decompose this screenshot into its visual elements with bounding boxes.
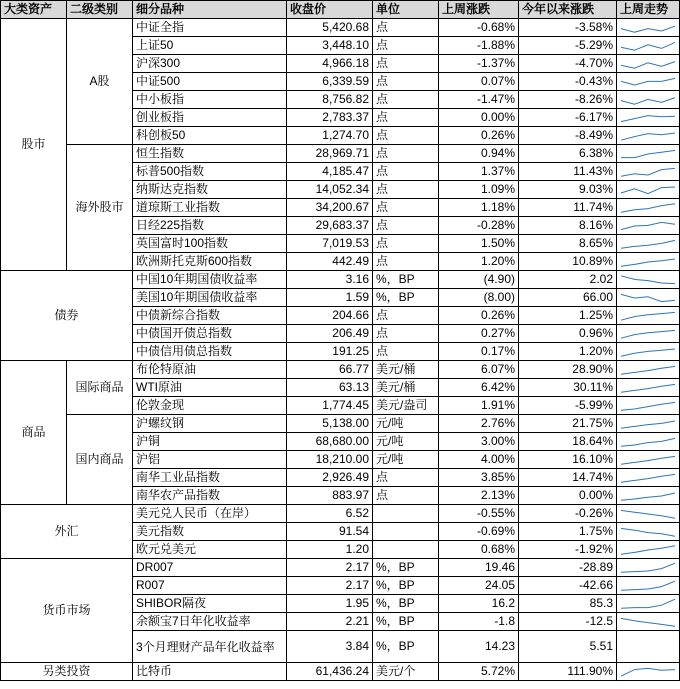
week-trend-sparkline — [617, 663, 680, 681]
week-trend-sparkline — [617, 577, 680, 595]
unit-value: 元/吨 — [373, 433, 439, 451]
instrument-name: 日经225指数 — [133, 217, 287, 235]
unit-value: 点 — [373, 487, 439, 505]
sparkline-path — [621, 115, 675, 121]
ytd-change-value: -28.89 — [519, 559, 617, 577]
week-change-value: 0.94% — [439, 145, 519, 163]
header-week-change: 上周涨跌 — [439, 1, 519, 19]
week-change-value: 0.27% — [439, 325, 519, 343]
week-change-value: 0.07% — [439, 73, 519, 91]
close-value: 5,420.68 — [287, 19, 373, 37]
close-value: 6.52 — [287, 505, 373, 523]
week-change-value: 0.68% — [439, 541, 519, 559]
close-value: 14,052.34 — [287, 181, 373, 199]
sparkline-path — [621, 421, 675, 428]
sparkline-path — [621, 402, 675, 410]
instrument-name: 伦敦金现 — [133, 397, 287, 415]
ytd-change-value: -42.66 — [519, 577, 617, 595]
ytd-change-value: 21.75% — [519, 415, 617, 433]
ytd-change-value: 111.90% — [519, 663, 617, 681]
week-change-value: 19.46 — [439, 559, 519, 577]
week-trend-sparkline — [617, 613, 680, 631]
ytd-change-value: 8.65% — [519, 235, 617, 253]
unit-value: 元/吨 — [373, 451, 439, 469]
table-row — [1, 361, 680, 379]
unit-value: 点 — [373, 163, 439, 181]
ytd-change-value: -12.5 — [519, 613, 617, 631]
sparkline-path — [621, 563, 675, 572]
instrument-name: SHIBOR隔夜 — [133, 595, 287, 613]
ytd-change-value: 6.38% — [519, 145, 617, 163]
unit-value: 点 — [373, 109, 439, 127]
unit-value: 美元/盎司 — [373, 397, 439, 415]
unit-value: 美元/个 — [373, 663, 439, 681]
close-value: 1.95 — [287, 595, 373, 613]
table-row — [1, 663, 680, 681]
unit-value: 元/吨 — [373, 415, 439, 433]
header-sub-category: 二级类别 — [67, 1, 133, 19]
table-row — [1, 19, 680, 37]
unit-value: 美元/桶 — [373, 361, 439, 379]
week-trend-sparkline — [617, 325, 680, 343]
unit-value: %，BP — [373, 595, 439, 613]
week-trend-sparkline — [617, 523, 680, 541]
sparkline-path — [621, 493, 675, 500]
unit-value: 点 — [373, 235, 439, 253]
week-change-value: -0.28% — [439, 217, 519, 235]
week-change-value: 4.00% — [439, 451, 519, 469]
week-trend-sparkline — [617, 451, 680, 469]
close-value: 29,683.37 — [287, 217, 373, 235]
instrument-name: 布伦特原油 — [133, 361, 287, 379]
close-value: 442.49 — [287, 253, 373, 271]
instrument-name: 欧元兑美元 — [133, 541, 287, 559]
sparkline-path — [621, 545, 675, 553]
instrument-name: 英国富时100指数 — [133, 235, 287, 253]
week-trend-sparkline — [617, 73, 680, 91]
close-value: 3.16 — [287, 271, 373, 289]
header-close: 收盘价 — [287, 1, 373, 19]
instrument-name: 余额宝7日年化收益率 — [133, 613, 287, 631]
unit-value: %，BP — [373, 613, 439, 631]
ytd-change-value: 1.25% — [519, 307, 617, 325]
unit-value: 点 — [373, 343, 439, 361]
week-change-value: 0.00% — [439, 109, 519, 127]
week-change-value: 1.20% — [439, 253, 519, 271]
week-change-value: 5.72% — [439, 663, 519, 681]
close-value: 68,680.00 — [287, 433, 373, 451]
ytd-change-value: 18.64% — [519, 433, 617, 451]
close-value: 91.54 — [287, 523, 373, 541]
unit-value: %，BP — [373, 271, 439, 289]
instrument-name: 沪铜 — [133, 433, 287, 451]
table-row — [1, 415, 680, 433]
sparkline-path — [621, 668, 675, 676]
ytd-change-value: 5.51 — [519, 631, 617, 663]
week-trend-sparkline — [617, 199, 680, 217]
week-change-value: 16.2 — [439, 595, 519, 613]
ytd-change-value: -5.29% — [519, 37, 617, 55]
header-unit: 单位 — [373, 1, 439, 19]
close-value: 7,019.53 — [287, 235, 373, 253]
ytd-change-value: 2.02 — [519, 271, 617, 289]
ytd-change-value: 14.74% — [519, 469, 617, 487]
unit-value: 点 — [373, 55, 439, 73]
close-value: 1.59 — [287, 289, 373, 307]
week-change-value: (8.00) — [439, 289, 519, 307]
week-trend-sparkline — [617, 271, 680, 289]
unit-value: %，BP — [373, 559, 439, 577]
unit-value: 点 — [373, 307, 439, 325]
instrument-name: 道琼斯工业指数 — [133, 199, 287, 217]
header-asset-class: 大类资产 — [1, 1, 67, 19]
asset-class-commodity: 商品 — [1, 361, 67, 505]
ytd-change-value: -5.99% — [519, 397, 617, 415]
header-row — [1, 1, 680, 19]
ytd-change-value: 85.3 — [519, 595, 617, 613]
asset-class-money-market: 货币市场 — [1, 559, 133, 663]
instrument-name: 上证50 — [133, 37, 287, 55]
sparkline-path — [621, 133, 675, 140]
week-change-value: 2.76% — [439, 415, 519, 433]
sparkline-path — [621, 294, 675, 301]
week-trend-sparkline — [617, 109, 680, 127]
sparkline-path — [621, 581, 675, 590]
sparkline-path — [621, 222, 675, 229]
sparkline-path — [621, 187, 675, 194]
close-value: 191.25 — [287, 343, 373, 361]
ytd-change-value: 30.11% — [519, 379, 617, 397]
week-change-value: 3.00% — [439, 433, 519, 451]
week-trend-sparkline — [617, 145, 680, 163]
close-value: 28,969.71 — [287, 145, 373, 163]
close-value: 1,774.45 — [287, 397, 373, 415]
close-value: 3.84 — [287, 631, 373, 663]
ytd-change-value: 1.20% — [519, 343, 617, 361]
instrument-name: 标普500指数 — [133, 163, 287, 181]
sparkline-path — [621, 349, 675, 356]
unit-value: 点 — [373, 145, 439, 163]
instrument-name: DR007 — [133, 559, 287, 577]
week-trend-sparkline — [617, 37, 680, 55]
close-value: 63.13 — [287, 379, 373, 397]
close-value: 2.17 — [287, 559, 373, 577]
week-change-value: -1.88% — [439, 37, 519, 55]
week-trend-sparkline — [617, 433, 680, 451]
unit-value — [373, 541, 439, 559]
unit-value: 点 — [373, 199, 439, 217]
instrument-name: 3个月理财产品年化收益率 — [133, 631, 287, 663]
sparkline-path — [621, 240, 675, 248]
week-change-value: 1.50% — [439, 235, 519, 253]
week-change-value: -1.37% — [439, 55, 519, 73]
ytd-change-value: -8.26% — [519, 91, 617, 109]
week-trend-sparkline — [617, 163, 680, 181]
close-value: 1,274.70 — [287, 127, 373, 145]
sparkline-path — [621, 456, 675, 464]
instrument-name: 南华工业品指数 — [133, 469, 287, 487]
table-row — [1, 505, 680, 523]
sparkline-path — [621, 78, 675, 85]
close-value: 3,448.10 — [287, 37, 373, 55]
close-value: 61,436.24 — [287, 663, 373, 681]
ytd-change-value: -1.92% — [519, 541, 617, 559]
instrument-name: 美元兑人民币（在岸） — [133, 505, 287, 523]
header-instrument: 细分品种 — [133, 1, 287, 19]
week-trend-sparkline — [617, 127, 680, 145]
close-value: 204.66 — [287, 307, 373, 325]
instrument-name: 中证500 — [133, 73, 287, 91]
asset-class-stock: 股市 — [1, 19, 67, 271]
close-value: 34,200.67 — [287, 199, 373, 217]
unit-value: %，BP — [373, 577, 439, 595]
sub-category-overseas: 海外股市 — [67, 145, 133, 271]
week-trend-sparkline — [617, 55, 680, 73]
asset-class-alternative: 另类投资 — [1, 663, 133, 681]
instrument-name: 沪深300 — [133, 55, 287, 73]
unit-value: 美元/桶 — [373, 379, 439, 397]
week-change-value: 1.18% — [439, 199, 519, 217]
unit-value: 点 — [373, 217, 439, 235]
instrument-name: 创业板指 — [133, 109, 287, 127]
sparkline-path — [621, 330, 675, 338]
week-trend-sparkline — [617, 361, 680, 379]
unit-value: 点 — [373, 37, 439, 55]
close-value: 66.77 — [287, 361, 373, 379]
unit-value: 点 — [373, 19, 439, 37]
sparkline-path — [621, 312, 675, 320]
sub-category-intl-commodity: 国际商品 — [67, 361, 133, 415]
ytd-change-value: -0.26% — [519, 505, 617, 523]
week-change-value: 3.85% — [439, 469, 519, 487]
close-value: 206.49 — [287, 325, 373, 343]
close-value: 2.17 — [287, 577, 373, 595]
week-change-value: 1.09% — [439, 181, 519, 199]
ytd-change-value: -3.58% — [519, 19, 617, 37]
week-change-value: (4.90) — [439, 271, 519, 289]
week-change-value: 6.42% — [439, 379, 519, 397]
week-trend-sparkline — [617, 19, 680, 37]
instrument-name: 美国10年期国债收益率 — [133, 289, 287, 307]
week-trend-sparkline — [617, 469, 680, 487]
sparkline-path — [621, 150, 675, 157]
sparkline-path — [621, 438, 675, 446]
sparkline-path — [621, 168, 675, 176]
table-row — [1, 271, 680, 289]
instrument-name: 欧洲斯托克斯600指数 — [133, 253, 287, 271]
week-trend-sparkline — [617, 397, 680, 415]
instrument-name: 中债信用债总指数 — [133, 343, 287, 361]
sub-category-a-share: A股 — [67, 19, 133, 145]
week-change-value: 1.91% — [439, 397, 519, 415]
week-change-value: 24.05 — [439, 577, 519, 595]
week-change-value: 0.26% — [439, 307, 519, 325]
week-trend-sparkline — [617, 289, 680, 307]
unit-value: 点 — [373, 469, 439, 487]
instrument-name: 中债国开债总指数 — [133, 325, 287, 343]
close-value: 2.21 — [287, 613, 373, 631]
instrument-name: 中国10年期国债收益率 — [133, 271, 287, 289]
sparkline-path — [621, 203, 675, 211]
unit-value — [373, 505, 439, 523]
instrument-name: 中小板指 — [133, 91, 287, 109]
unit-value: 点 — [373, 73, 439, 91]
sparkline-path — [621, 528, 675, 536]
ytd-change-value: 16.10% — [519, 451, 617, 469]
sparkline-path — [621, 510, 675, 518]
ytd-change-value: 9.03% — [519, 181, 617, 199]
close-value: 1.20 — [287, 541, 373, 559]
week-trend-sparkline — [617, 181, 680, 199]
instrument-name: 美元指数 — [133, 523, 287, 541]
week-change-value: -0.69% — [439, 523, 519, 541]
close-value: 8,756.82 — [287, 91, 373, 109]
week-change-value: 1.37% — [439, 163, 519, 181]
sparkline-path — [621, 474, 675, 482]
sparkline-path — [621, 259, 675, 266]
table-row — [1, 145, 680, 163]
unit-value: %，BP — [373, 631, 439, 663]
instrument-name: WTI原油 — [133, 379, 287, 397]
header-ytd-change: 今年以来涨跌 — [519, 1, 617, 19]
sparkline-path — [621, 366, 675, 374]
sparkline-path — [621, 384, 675, 392]
week-trend-sparkline — [617, 253, 680, 271]
sparkline-path — [621, 275, 675, 283]
week-change-value: -0.68% — [439, 19, 519, 37]
close-value: 2,926.49 — [287, 469, 373, 487]
week-trend-sparkline — [617, 541, 680, 559]
unit-value: 点 — [373, 325, 439, 343]
ytd-change-value: 28.90% — [519, 361, 617, 379]
ytd-change-value: -0.43% — [519, 73, 617, 91]
unit-value: 点 — [373, 253, 439, 271]
close-value: 883.97 — [287, 487, 373, 505]
unit-value: 点 — [373, 127, 439, 145]
week-change-value: -1.47% — [439, 91, 519, 109]
header-week-trend: 上周走势 — [617, 1, 680, 19]
week-trend-sparkline — [617, 91, 680, 109]
instrument-name: 沪铝 — [133, 451, 287, 469]
sparkline-path — [621, 618, 675, 626]
close-value: 5,138.00 — [287, 415, 373, 433]
week-trend-sparkline — [617, 487, 680, 505]
instrument-name: 恒生指数 — [133, 145, 287, 163]
sparkline-path — [621, 599, 675, 608]
week-trend-sparkline — [617, 595, 680, 613]
ytd-change-value: 0.00% — [519, 487, 617, 505]
instrument-name: R007 — [133, 577, 287, 595]
week-trend-sparkline — [617, 379, 680, 397]
ytd-change-value: 0.96% — [519, 325, 617, 343]
week-trend-sparkline — [617, 217, 680, 235]
table-row — [1, 559, 680, 577]
week-change-value: -1.8 — [439, 613, 519, 631]
close-value: 18,210.00 — [287, 451, 373, 469]
ytd-change-value: 8.16% — [519, 217, 617, 235]
close-value: 2,783.37 — [287, 109, 373, 127]
close-value: 6,339.59 — [287, 73, 373, 91]
unit-value: 点 — [373, 91, 439, 109]
sparkline-path — [621, 61, 675, 68]
week-change-value: -0.55% — [439, 505, 519, 523]
asset-class-fx: 外汇 — [1, 505, 133, 559]
ytd-change-value: -6.17% — [519, 109, 617, 127]
instrument-name: 比特币 — [133, 663, 287, 681]
unit-value: %，BP — [373, 289, 439, 307]
week-change-value: 14.23 — [439, 631, 519, 663]
sparkline-path — [621, 26, 675, 32]
ytd-change-value: 11.43% — [519, 163, 617, 181]
ytd-change-value: -8.49% — [519, 127, 617, 145]
week-change-value: 0.26% — [439, 127, 519, 145]
week-trend-sparkline — [617, 235, 680, 253]
instrument-name: 南华农产品指数 — [133, 487, 287, 505]
sub-category-domestic-commodity: 国内商品 — [67, 415, 133, 505]
week-change-value: 0.17% — [439, 343, 519, 361]
week-change-value: 2.13% — [439, 487, 519, 505]
ytd-change-value: 10.89% — [519, 253, 617, 271]
week-trend-sparkline — [617, 631, 680, 663]
ytd-change-value: 66.00 — [519, 289, 617, 307]
week-trend-sparkline — [617, 343, 680, 361]
close-value: 4,966.18 — [287, 55, 373, 73]
asset-class-bond: 债券 — [1, 271, 133, 361]
instrument-name: 中证全指 — [133, 19, 287, 37]
close-value: 4,185.47 — [287, 163, 373, 181]
instrument-name: 纳斯达克指数 — [133, 181, 287, 199]
instrument-name: 科创板50 — [133, 127, 287, 145]
ytd-change-value: 11.74% — [519, 199, 617, 217]
sparkline-path — [621, 97, 675, 104]
instrument-name: 沪螺纹钢 — [133, 415, 287, 433]
unit-value: 点 — [373, 181, 439, 199]
week-change-value: 6.07% — [439, 361, 519, 379]
unit-value — [373, 523, 439, 541]
week-trend-sparkline — [617, 505, 680, 523]
instrument-name: 中债新综合指数 — [133, 307, 287, 325]
week-trend-sparkline — [617, 559, 680, 577]
week-trend-sparkline — [617, 415, 680, 433]
ytd-change-value: 1.75% — [519, 523, 617, 541]
ytd-change-value: -4.70% — [519, 55, 617, 73]
week-trend-sparkline — [617, 307, 680, 325]
sparkline-path — [621, 42, 675, 50]
